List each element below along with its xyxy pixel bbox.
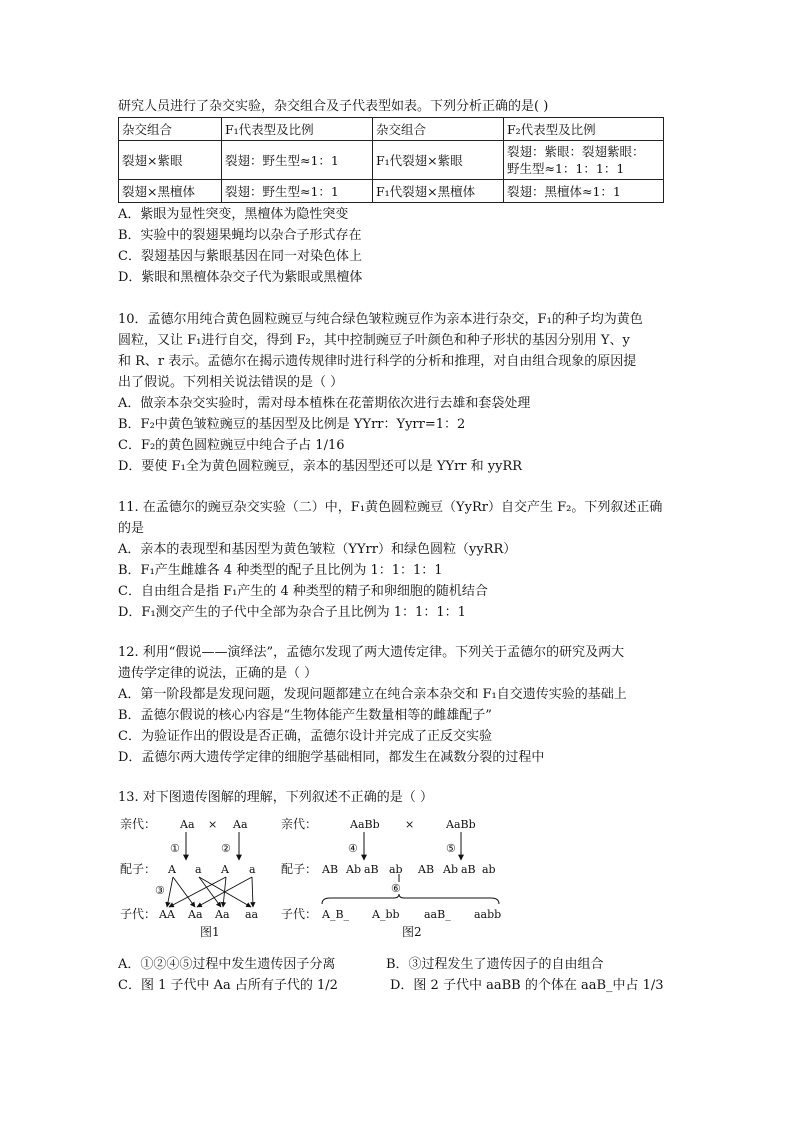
table-row (119, 141, 664, 180)
table-cell: 裂翅×紫眼 (119, 141, 222, 180)
q10-stem-line: 出了假说。下列相关说法错误的是（ ） (118, 375, 344, 390)
q12-option-a: A．第一阶段都是发现问题，发现问题都建立在纯合亲本杂交和 F₁自交遗传实验的基础上 (118, 687, 627, 702)
table-header-row (119, 118, 664, 141)
q11-option-d: D．F₁测交产生的子代中全部为杂合子且比例为 1：1：1：1 (118, 605, 466, 620)
fig1-gamete: a (249, 863, 256, 876)
q12-stem-line: 12. 利用“假说——演绎法”，孟德尔发现了两大遗传定律。下列关于孟德尔的研究及两大 (118, 645, 625, 660)
fig2-parent-2: AaBb (446, 818, 476, 831)
fig2-caption: 图2 (402, 925, 422, 939)
q12-option-c: C．为验证作出的假设是否正确，孟德尔设计并完成了正反交实验 (118, 729, 492, 744)
q13-option-d: D．图 2 子代中 aaBB 的个体在 aaB_中占 1/3 (390, 978, 664, 993)
fig2-gamete: Ab (443, 863, 458, 876)
cross-table (118, 117, 664, 203)
fig2-gamete: aB (461, 863, 476, 876)
q12-option-b: B．孟德尔假说的核心内容是“生物体能产生数量相等的雌雄配子” (118, 708, 492, 723)
q10-stem-line: 和 R、r 表示。孟德尔在揭示遗传规律时进行科学的分析和推理，对自由组合现象的原因提 (118, 354, 637, 369)
q10-stem-line: 圆粒，又让 F₁进行自交，得到 F₂，其中控制豌豆子叶颜色和种子形状的基因分别用 Y、y (118, 333, 630, 348)
fig2-gamete: ab (389, 863, 403, 876)
fig2-cross-symbol: × (405, 818, 415, 831)
q11-option-c: C．自由组合是指 F₁产生的 4 种类型的精子和卵细胞的随机结合 (118, 584, 488, 599)
q9-option-c: C．裂翅基因与紫眼基因在同一对染色体上 (118, 249, 362, 264)
fig1-step-3: ③ (155, 884, 165, 897)
fig2-gamete: ab (482, 863, 496, 876)
q11-stem-line: 的是 (118, 521, 145, 536)
q9-option-b: B．实验中的裂翅果蝇均以杂合子形式存在 (118, 228, 362, 243)
q12-option-d: D．孟德尔两大遗传学定律的细胞学基础相同，都发生在减数分裂的过程中 (118, 750, 545, 765)
q9-option-d: D．紫眼和黑檀体杂交子代为紫眼或黑檀体 (118, 270, 363, 285)
fig1-gamete-label: 配子： (120, 862, 157, 876)
fig1-offspring: Aa (188, 908, 203, 921)
q10-option-a: A．做亲本杂交实验时，需对母本植株在花蕾期依次进行去雄和套袋处理 (118, 396, 531, 411)
fig2-gamete: aB (364, 863, 379, 876)
q13-option-b: B．③过程发生了遗传因子的自由组合 (386, 957, 604, 972)
q11-option-b: B．F₁产生雌雄各 4 种类型的配子且比例为 1：1：1：1 (118, 563, 443, 578)
q12-stem-line: 遗传学定律的说法，正确的是（ ） (118, 666, 318, 681)
table-header-cell: 杂交组合 (119, 118, 222, 141)
q13-option-c: C．图 1 子代中 Aa 占所有子代的 1/2 (118, 978, 338, 993)
fig1-offspring: aa (245, 908, 259, 921)
fig2-gamete: Ab (346, 863, 361, 876)
table-header-cell: F₂代表型及比例 (504, 118, 664, 141)
fig2-step-5: ⑤ (446, 842, 456, 855)
fig2-offspring-label: 子代： (281, 907, 318, 921)
table-cell (504, 141, 664, 180)
table-cell: F₁代裂翅×黑檀体 (373, 180, 504, 203)
q9-option-a: A．紫眼为显性突变，黑檀体为隐性突变 (118, 207, 349, 222)
fig1-step-1: ① (170, 842, 180, 855)
table-cell: 裂翅：野生型≈1：1 (222, 141, 373, 180)
table-header-cell: 杂交组合 (373, 118, 504, 141)
table-cell: 裂翅：黑檀体≈1：1 (504, 180, 664, 203)
q10-option-c: C．F₂的黄色圆粒豌豆中纯合子占 1/16 (118, 438, 345, 453)
fig2-parent-1: AaBb (350, 818, 380, 831)
fig2-offspring: A_bb (372, 908, 400, 921)
fig2-parent-label: 亲代： (281, 817, 318, 831)
genetic-cross-diagram (118, 812, 518, 942)
table-cell: F₁代裂翅×紫眼 (373, 141, 504, 180)
fig2-offspring: aaB_ (424, 908, 451, 921)
table-row (119, 180, 664, 203)
fig1-gamete: A (221, 863, 229, 876)
fig1-fertilization-lines (167, 877, 253, 907)
table-cell-line: 裂翅：紫眼：裂翅紫眼： (507, 144, 645, 159)
figure-1 (120, 816, 259, 939)
q11-stem-line: 11. 在孟德尔的豌豆杂交实验（二）中，F₁黄色圆粒豌豆（YyRr）自交产生 F₂。下列叙述正确 (118, 500, 663, 515)
q9-stem: 研究人员进行了杂交实验，杂交组合及子代表型如表。下列分析正确的是( ) (118, 99, 549, 114)
q10-option-b: B．F₂中黄色皱粒豌豆的基因型及比例是 YYrr：Yyrr=1：2 (118, 417, 466, 432)
fig1-step-2: ② (221, 842, 231, 855)
fig2-offspring: A_B_ (322, 908, 350, 921)
figure-2 (281, 816, 501, 939)
q13-option-a: A．①②④⑤过程中发生遗传因子分离 (118, 957, 336, 972)
fig2-offspring: aabb (474, 908, 502, 921)
fig1-gamete: A (168, 863, 176, 876)
table-cell-line: 野生型≈1：1：1：1 (507, 161, 625, 176)
table-cell: 裂翅×黑檀体 (119, 180, 222, 203)
fig2-brace (322, 894, 499, 904)
fig1-offspring-label: 子代： (120, 907, 157, 921)
fig1-gamete: a (195, 863, 202, 876)
fig1-parent-1: Aa (180, 818, 195, 831)
fig2-gamete-label: 配子： (281, 862, 318, 876)
fig1-parent-label: 亲代： (120, 817, 157, 831)
fig2-step-4: ④ (348, 842, 358, 855)
fig1-offspring: Aa (215, 908, 230, 921)
fig2-gamete: AB (322, 863, 339, 876)
table-header-cell: F₁代表型及比例 (222, 118, 373, 141)
fig1-caption: 图1 (200, 925, 220, 939)
q11-option-a: A．亲本的表现型和基因型为黄色皱粒（YYrr）和绿色圆粒（yyRR） (118, 542, 517, 557)
fig1-offspring: AA (159, 908, 175, 921)
q10-stem-line: 10．孟德尔用纯合黄色圆粒豌豆与纯合绿色皱粒豌豆作为亲本进行杂交，F₁的种子均为黄色 (118, 312, 643, 327)
fig2-gamete: AB (418, 863, 435, 876)
q13-stem: 13. 对下图遗传图解的理解，下列叙述不正确的是（ ） (118, 790, 433, 805)
fig2-step-6: ⑥ (391, 882, 401, 895)
q10-option-d: D．要使 F₁全为黄色圆粒豌豆，亲本的基因型还可以是 YYrr 和 yyRR (118, 459, 523, 474)
table-cell: 裂翅：野生型≈1：1 (222, 180, 373, 203)
fig1-cross-symbol: × (208, 818, 218, 831)
fig1-parent-2: Aa (233, 818, 248, 831)
